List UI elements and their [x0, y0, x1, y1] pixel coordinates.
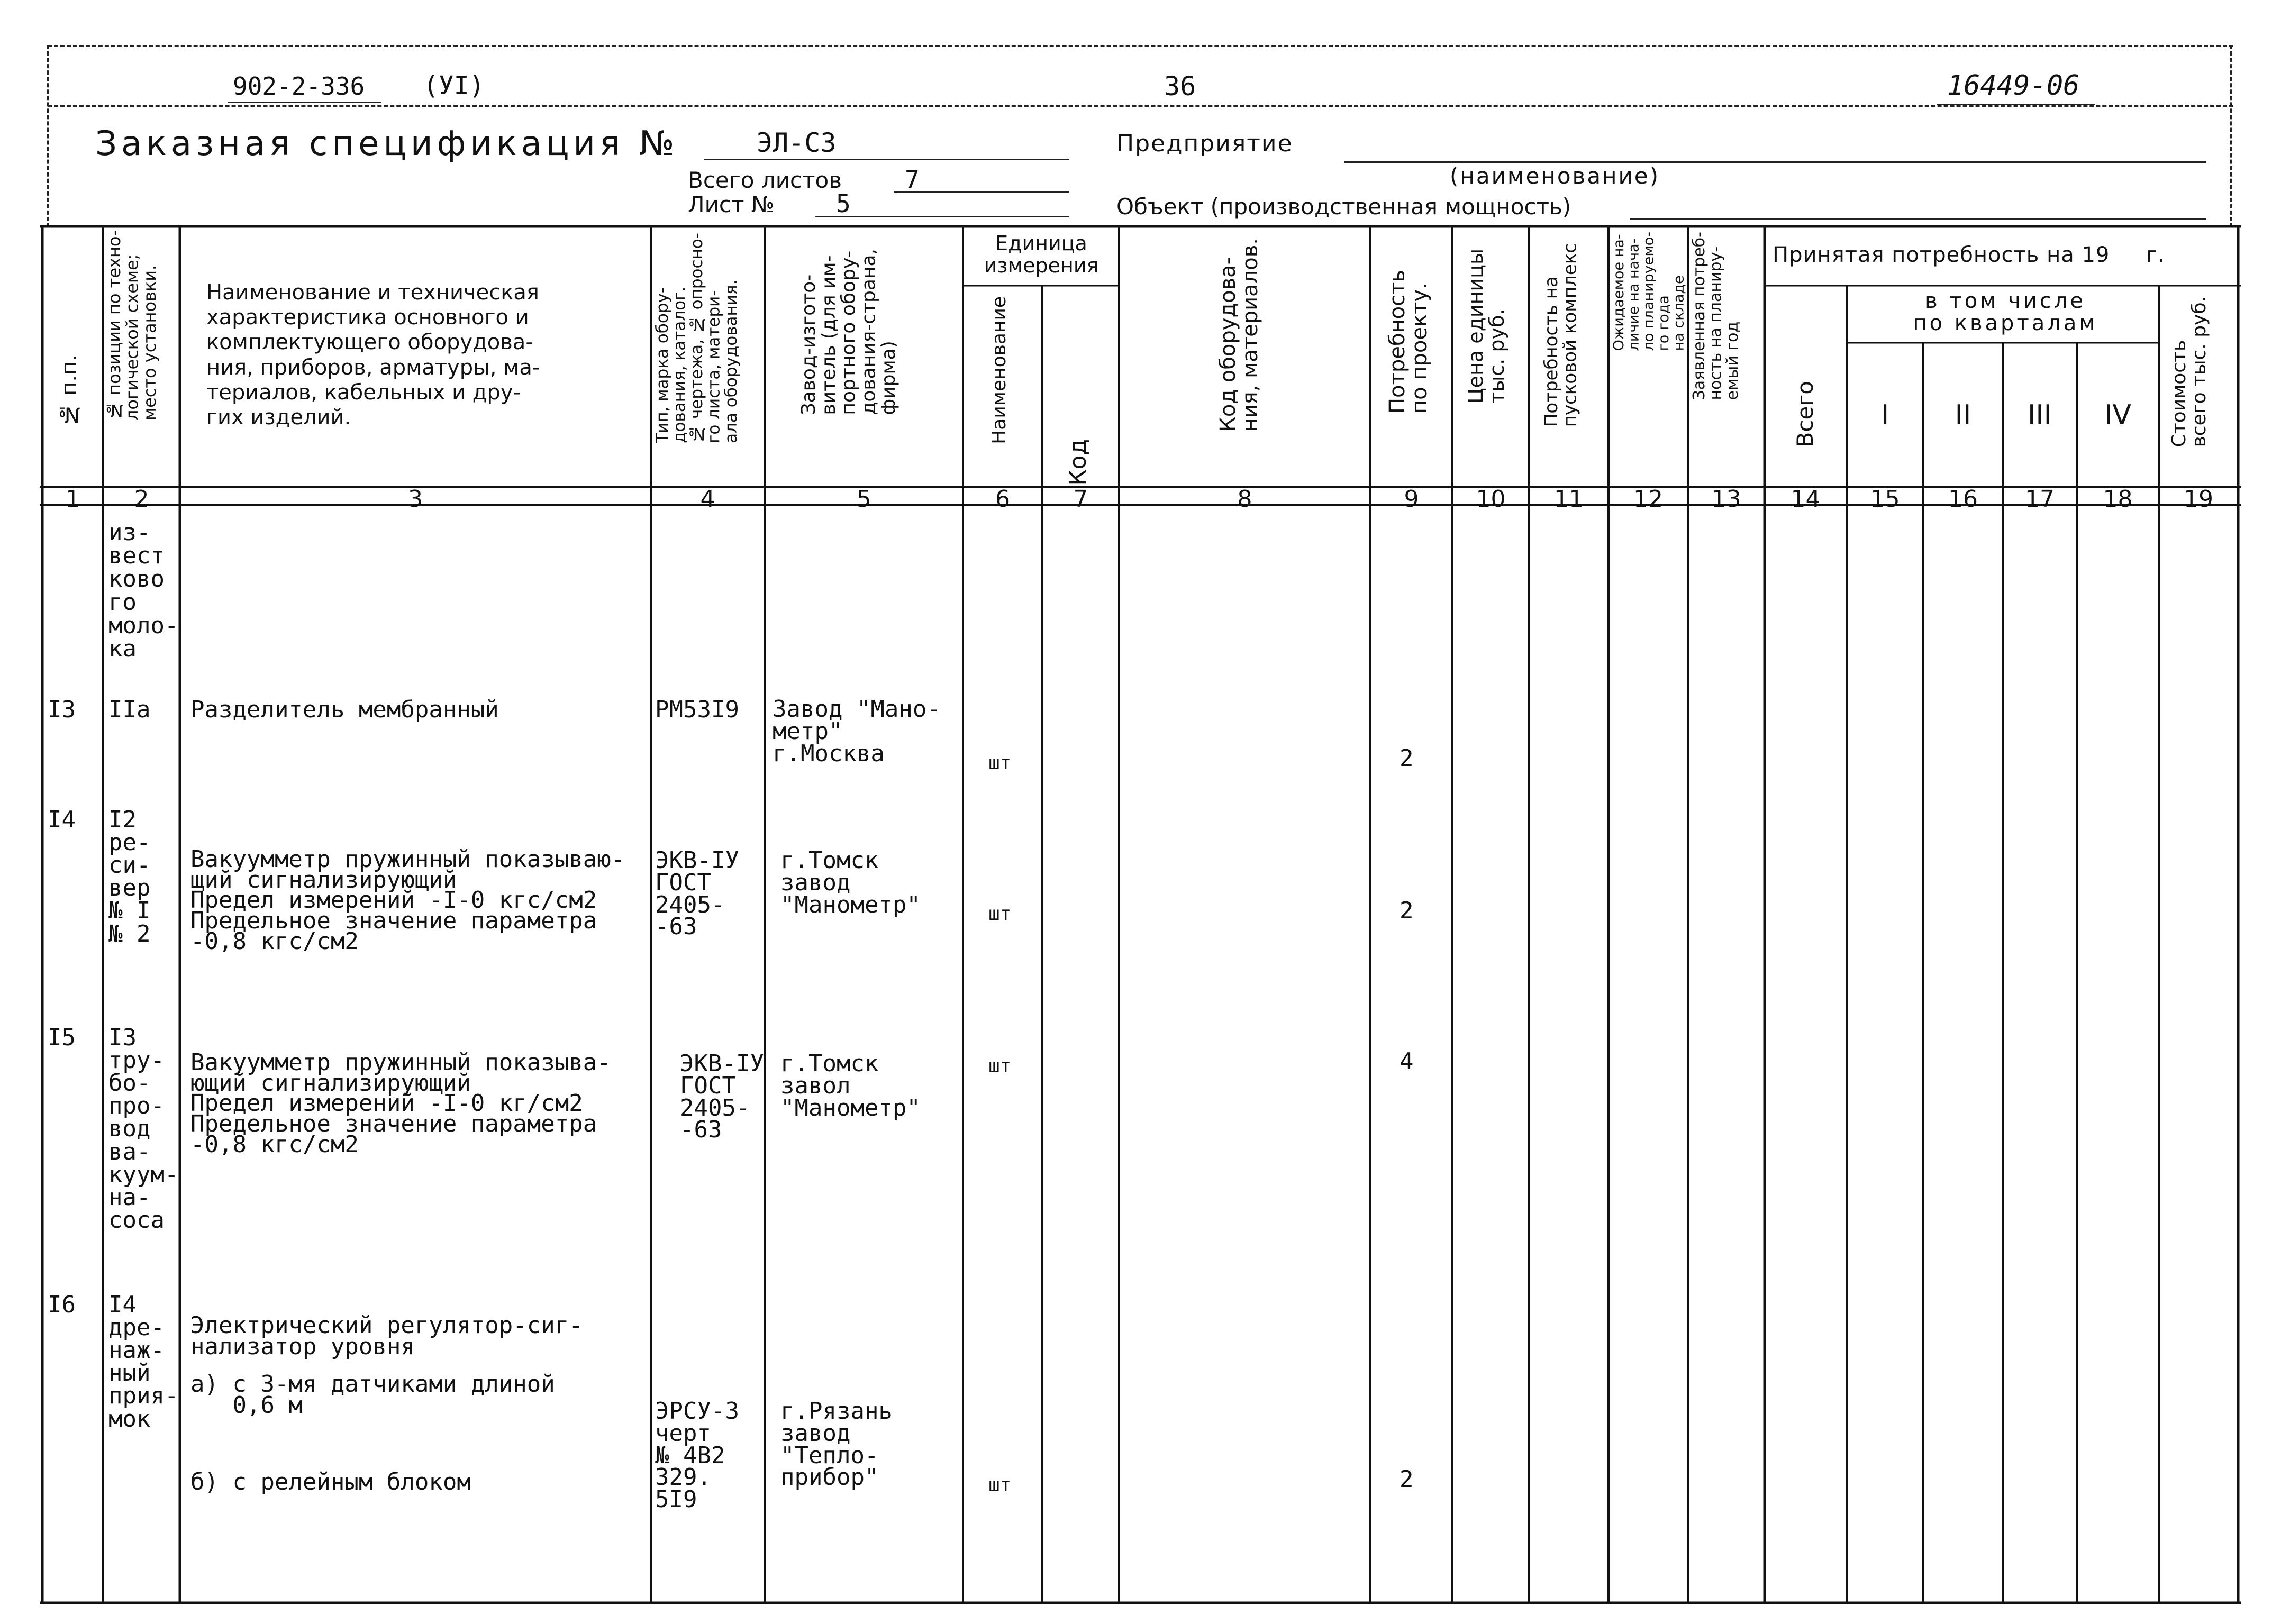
- row16-number: I6: [48, 1291, 76, 1318]
- row13-qty: 2: [1400, 745, 1414, 772]
- header-c7: Код: [1065, 439, 1092, 486]
- total-sheets-label: Всего листов: [688, 167, 842, 193]
- colnum-8: 8: [1237, 486, 1252, 513]
- row13-maker: Завод "Мано- метр" г.Москва: [773, 696, 941, 767]
- header-c18: IV: [2104, 399, 2131, 431]
- header-c9: Потребность по проекту.: [1385, 270, 1432, 414]
- header-c5: Завод-изгото- витель (для им- портного обору- дования-страна, фирма): [798, 249, 900, 415]
- colnum-15: 15: [1870, 486, 1900, 513]
- enterprise-label: Предприятие: [1116, 130, 1293, 157]
- sheet-value: 5: [836, 189, 851, 218]
- row14-number: I4: [48, 806, 76, 833]
- colnum-1: 1: [65, 486, 80, 513]
- colnum-13: 13: [1711, 486, 1741, 513]
- colnum-11: 11: [1554, 486, 1584, 513]
- doc-code: 902-2-336: [233, 72, 365, 101]
- colnum-2: 2: [134, 486, 149, 513]
- header-c12: Ожидаемое на- личие на нача- ло планируемо- го года на складе: [1611, 232, 1687, 351]
- total-sheets-value: 7: [905, 165, 920, 194]
- page-number: 36: [1164, 71, 1196, 102]
- row15-position: I3 тру- бо- про- вод ва- куум- на- соса: [108, 1024, 179, 1234]
- row16-name-option-b: б) с релейным блоком: [190, 1468, 471, 1495]
- row14-maker: г.Томск завод "Манометр": [780, 847, 921, 918]
- row14-name: Вакуумметр пружинный показываю- щий сигнализирующий Предел измерений -I-0 кгс/см2 Предельное значение параметра -0,8 кгс/см2: [190, 846, 625, 955]
- colnum-9: 9: [1404, 486, 1419, 513]
- header-c16: II: [1955, 399, 1971, 431]
- inventory-number: 16449-06: [1947, 70, 2080, 102]
- colnum-16: 16: [1948, 486, 1978, 513]
- row14-qty: 2: [1400, 897, 1414, 924]
- colnum-18: 18: [2103, 486, 2133, 513]
- colnum-10: 10: [1476, 486, 1506, 513]
- header-quarters-group: в том числе по кварталам: [1913, 289, 2098, 335]
- colnum-6: 6: [995, 486, 1010, 513]
- row15-maker: г.Томск завол "Манометр": [780, 1050, 921, 1121]
- row15-unit: шт: [988, 1055, 1012, 1077]
- row13-type: РМ53I9: [655, 696, 739, 723]
- row14-position: I2 ре- си- вер № I № 2: [108, 806, 151, 947]
- header-c4: Тип, марка обору- дования, каталог. № чертежа, № опросно- го листа, матери- ала оборудования.: [653, 233, 741, 443]
- row15-number: I5: [48, 1024, 76, 1051]
- row16-name: Электрический регулятор-сиг- нализатор уровня: [190, 1312, 583, 1361]
- header-c2: № позиции по техно- логической схеме; место установки.: [104, 230, 160, 421]
- row15-qty: 4: [1400, 1048, 1414, 1075]
- colnum-19: 19: [2184, 486, 2213, 513]
- colnum-4: 4: [700, 486, 715, 513]
- colnum-12: 12: [1633, 486, 1663, 513]
- row16-name-option-a: а) с 3-мя датчиками длиной 0,6 м: [190, 1371, 555, 1419]
- header-c13: Заявленная потреб- ность на планиру- емый год: [1690, 232, 1742, 400]
- spec-title: Заказная спецификация №: [95, 124, 679, 163]
- row13-name: Разделитель мембранный: [190, 696, 499, 723]
- colnum-3: 3: [408, 486, 423, 513]
- row16-position: I4 дре- наж- ный прия- мок: [108, 1291, 179, 1433]
- header-unit-group: Единица измерения: [984, 232, 1099, 277]
- sheet-label: Лист №: [688, 191, 775, 217]
- row16-unit: шт: [988, 1474, 1012, 1496]
- row14-type: ЭКВ-IУ ГОСТ 2405- -63: [655, 847, 739, 941]
- colnum-14: 14: [1791, 486, 1821, 513]
- row16-qty: 2: [1400, 1466, 1414, 1493]
- row14-unit: шт: [988, 903, 1012, 925]
- row15-name: Вакуумметр пружинный показыва- ющий сигнализирующий Предел измерений -I-0 кг/см2 Предельное значение параметра -0,8 кгс/см2: [190, 1049, 611, 1158]
- row13-position: IIа: [108, 696, 151, 723]
- row16-type: ЭРСУ-3 черт № 4В2 329. 5I9: [655, 1398, 739, 1513]
- header-c14: Всего: [1792, 381, 1818, 448]
- header-c15: I: [1880, 399, 1889, 431]
- header-c10: Цена единицы тыс. руб.: [1464, 249, 1508, 404]
- header-c1: № п.п.: [57, 354, 81, 427]
- header-c8: Код оборудова- ния, материалов.: [1216, 238, 1262, 432]
- row-continuation-position: из- вест ково го моло- ка: [108, 519, 179, 662]
- row15-type: ЭКВ-IУ ГОСТ 2405- -63: [680, 1050, 764, 1144]
- row13-unit: шт: [988, 752, 1012, 774]
- row16-maker: г.Рязань завод "Тепло- прибор": [780, 1398, 893, 1491]
- doc-part: (УI): [423, 71, 485, 101]
- header-accepted-group: Принятая потребность на 19 г.: [1773, 243, 2165, 267]
- header-c17: III: [2027, 399, 2052, 431]
- header-c19: Стоимость всего тыс. руб.: [2168, 296, 2210, 448]
- spec-number: ЭЛ-С3: [757, 127, 837, 158]
- colnum-7: 7: [1073, 486, 1088, 513]
- row13-number: I3: [48, 696, 76, 723]
- colnum-5: 5: [856, 486, 871, 513]
- colnum-17: 17: [2025, 486, 2055, 513]
- header-c6: Наименование: [988, 296, 1010, 444]
- name-label: (наименование): [1450, 163, 1660, 189]
- header-c11: Потребность на пусковой комплекс: [1541, 243, 1581, 427]
- object-label: Объект (производственная мощность): [1116, 194, 1571, 220]
- header-c3: Наименование и техническая характеристика основного и комплектующего оборудова- ния, приборов, арматуры, ма- териалов, кабельных и дру- гих изделий.: [206, 280, 540, 430]
